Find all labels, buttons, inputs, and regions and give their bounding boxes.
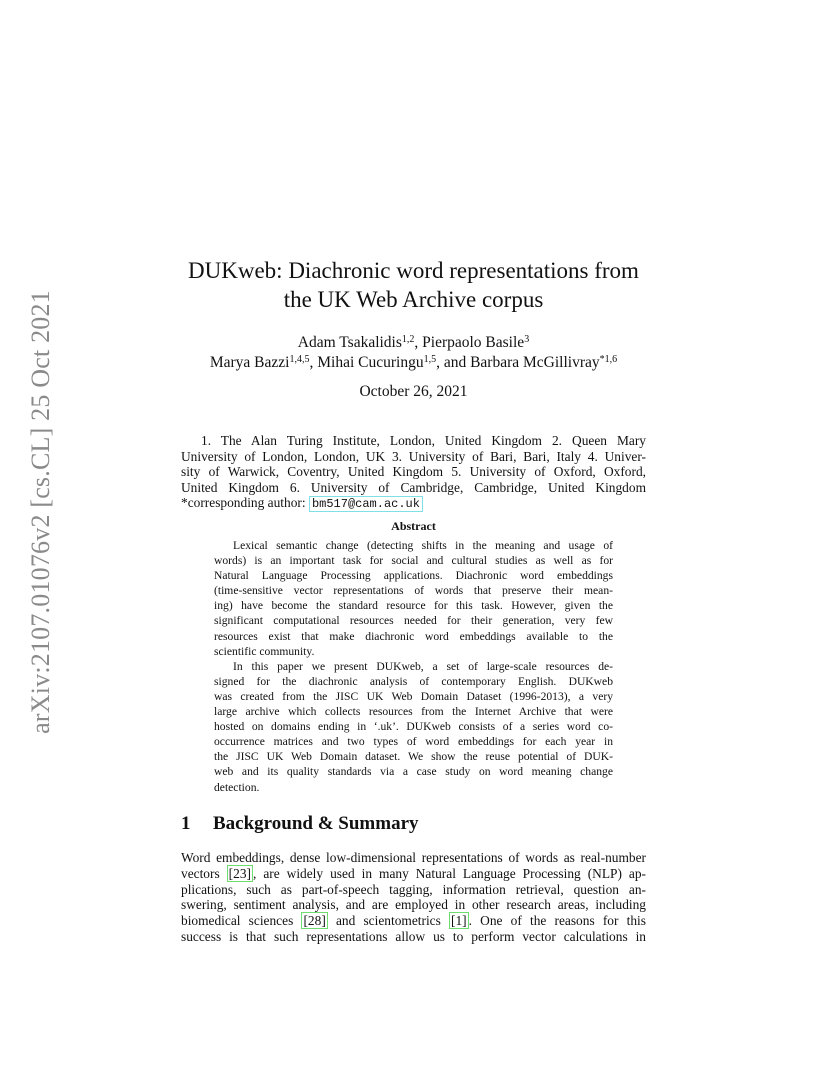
abstract-body (214, 538, 613, 795)
author-name: Adam Tsakalidis (297, 334, 402, 351)
body-text-run: and scientometrics (327, 913, 449, 929)
author-name: , Pierpaolo Basile (414, 334, 525, 351)
abstract-line: the JISC UK Web Domain dataset. We show the reuse potential of DUK- (214, 750, 613, 764)
body-line: success is that such representations allow us to perform vector calculations in (181, 928, 646, 944)
author-name: , and Barbara McGillivray (436, 354, 600, 371)
abstract-line: In this paper we present DUKweb, a set of large-scale resources de- (233, 659, 613, 673)
abstract-line: detection. (214, 780, 260, 794)
body-line: plications, such as part-of-speech tagging, information retrieval, question an- (181, 881, 646, 897)
abstract-line: significant computational resources needed for their generation, very few (214, 614, 613, 628)
abstract-line: was created from the JISC UK Web Domain Dataset (1996-2013), a very (214, 689, 613, 703)
affiliation-line: sity of Warwick, Coventry, United Kingdom 5. University of Oxford, Oxford, (181, 464, 646, 480)
abstract-line: web and its quality standards via a case study on word meaning change (214, 765, 613, 779)
body-text-run: vectors (181, 865, 227, 881)
title-line-1: DUKweb: Diachronic word representations from (188, 258, 639, 283)
corresponding-author-line (181, 495, 646, 513)
abstract-line: scientific community. (214, 644, 315, 658)
abstract-line: words) is an important task for social and cultural studies as well as for (214, 554, 613, 568)
abstract-line: signed for the diachronic analysis of contemporary English. DUKweb (214, 674, 613, 688)
author-list (171, 333, 656, 373)
corresponding-label: *corresponding author: (181, 495, 309, 511)
abstract-line: (time-sensitive vector representations of words that preserve their mean- (214, 584, 613, 598)
abstract-line: occurrence matrices and two types of word embeddings for each year in (214, 735, 613, 749)
affiliations (181, 433, 646, 513)
section-body (181, 850, 646, 945)
abstract-line: ing) have become the standard resource for this task. However, given the (214, 599, 613, 613)
abstract-line: hosted on domains ending in ‘.uk’. DUKweb consists of a series word co- (214, 720, 613, 734)
affiliation-line: United Kingdom 6. University of Cambridge, Cambridge, United Kingdom (181, 479, 646, 495)
arxiv-stamp: arXiv:2107.01076v2 [cs.CL] 25 Oct 2021 (26, 290, 55, 734)
email-link[interactable]: bm517@cam.ac.uk (309, 496, 423, 512)
abstract-line: large archive which collects resources from the Internet Archive that were (214, 705, 613, 719)
section-title: Background & Summary (213, 813, 419, 834)
citation-link[interactable]: [1] (451, 913, 467, 929)
body-line (181, 866, 646, 882)
body-text-run: biomedical sciences (181, 913, 302, 929)
author-affil-sup: 1,4,5 (289, 354, 310, 365)
citation-link[interactable]: [28] (303, 913, 326, 929)
author-affil-sup: 1,2 (401, 334, 415, 345)
authors-line-1 (171, 333, 656, 353)
section-heading (181, 813, 646, 835)
author-affil-sup: 3 (524, 334, 530, 345)
paper-title (181, 256, 646, 314)
authors-line-2 (171, 353, 656, 373)
author-name: Marya Bazzi (209, 354, 290, 371)
abstract-line: Lexical semantic change (detecting shifts in the meaning and usage of (233, 539, 613, 552)
body-line: Word embeddings, dense low-dimensional representations of words as real-number (181, 850, 646, 865)
body-text-run: . One of the reasons for this (468, 913, 646, 929)
abstract-heading: Abstract (391, 519, 436, 533)
body-line: swering, sentiment analysis, and are employed in other research areas, including (181, 897, 646, 913)
affiliation-line: 1. The Alan Turing Institute, London, United Kingdom 2. Queen Mary (201, 433, 646, 448)
title-line-2: the UK Web Archive corpus (283, 287, 544, 312)
author-name: , Mihai Cucuringu (309, 354, 424, 371)
affiliation-line: University of London, London, UK 3. University of Bari, Bari, Italy 4. Univer- (181, 448, 646, 464)
section-number: 1 (181, 813, 191, 834)
author-affil-sup: 1,5 (423, 354, 437, 365)
citation-link[interactable]: [23] (228, 865, 251, 881)
paper-date: October 26, 2021 (359, 383, 468, 400)
body-text-run: , are widely used in many Natural Language Processing (NLP) ap- (252, 865, 646, 881)
abstract-line: resources exist that make diachronic word embeddings available to the (214, 629, 613, 643)
author-affil-sup: *1,6 (599, 354, 618, 365)
body-line (181, 913, 646, 929)
abstract-line: Natural Language Processing applications. Diachronic word embeddings (214, 569, 613, 583)
